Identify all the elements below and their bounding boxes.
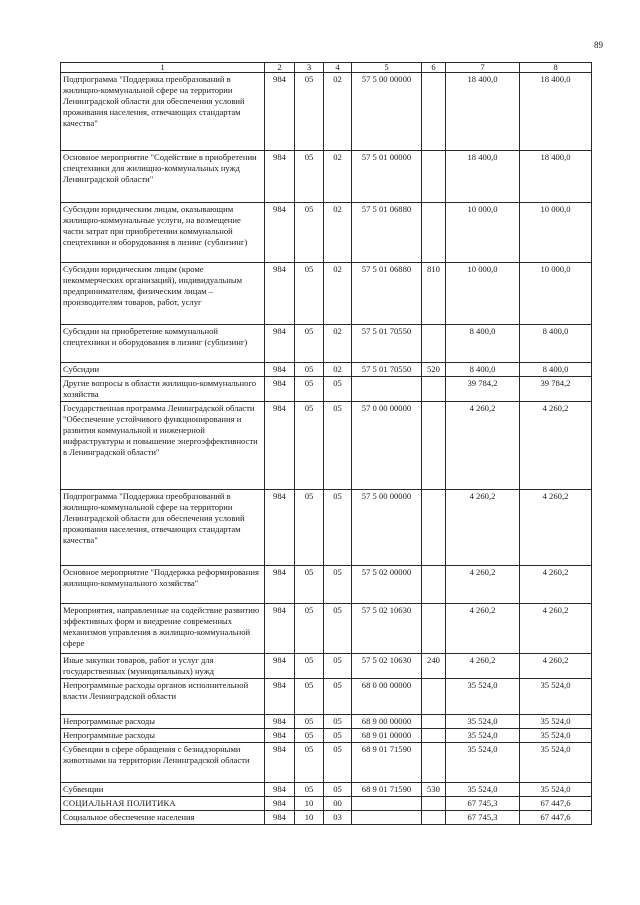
amount-cell-1: 8 400,0 [446, 363, 520, 377]
ministry-code-cell: 984 [265, 797, 295, 811]
amount-cell-1: 35 524,0 [446, 783, 520, 797]
ministry-code-cell: 984 [265, 402, 295, 490]
amount-cell-2: 67 447,6 [520, 797, 592, 811]
subsection-code-cell: 05 [324, 604, 352, 654]
expense-type-cell [422, 679, 446, 715]
header-cell: 7 [446, 63, 520, 73]
section-code-cell: 05 [295, 490, 324, 566]
amount-cell-1: 4 260,2 [446, 604, 520, 654]
page-number: 89 [594, 40, 603, 50]
target-article-cell: 57 5 00 00000 [352, 490, 422, 566]
row-name-cell: Мероприятия, направленные на содействие развитию эффективных форм и внедрение современных механизмов управления в жилищно-коммунальной сфере [61, 604, 265, 654]
amount-cell-2: 4 260,2 [520, 654, 592, 679]
table-row [61, 604, 592, 654]
subsection-code-cell: 03 [324, 811, 352, 825]
amount-cell-1: 67 745,3 [446, 797, 520, 811]
target-article-cell: 68 9 00 00000 [352, 715, 422, 729]
amount-cell-2: 10 000,0 [520, 203, 592, 263]
expense-type-cell [422, 402, 446, 490]
section-code-cell: 05 [295, 377, 324, 402]
target-article-cell: 57 5 01 06880 [352, 263, 422, 325]
target-article-cell: 68 9 01 71590 [352, 743, 422, 783]
ministry-code-cell: 984 [265, 203, 295, 263]
ministry-code-cell: 984 [265, 73, 295, 151]
table-row [61, 715, 592, 729]
amount-cell-2: 4 260,2 [520, 604, 592, 654]
header-cell: 2 [265, 63, 295, 73]
header-row [61, 63, 592, 73]
row-name-cell: Государственная программа Ленинградской области "Обеспечение устойчивого функционирования и развития коммунальной и инженерной инфраструктуры и повышение энергоэффективности в Ленинградской области" [61, 402, 265, 490]
ministry-code-cell: 984 [265, 783, 295, 797]
amount-cell-1: 4 260,2 [446, 402, 520, 490]
target-article-cell: 68 9 01 00000 [352, 729, 422, 743]
target-article-cell [352, 811, 422, 825]
expense-type-cell: 530 [422, 783, 446, 797]
expense-type-cell [422, 743, 446, 783]
amount-cell-2: 35 524,0 [520, 679, 592, 715]
subsection-code-cell: 02 [324, 363, 352, 377]
section-code-cell: 05 [295, 402, 324, 490]
expense-type-cell [422, 325, 446, 363]
header-cell: 1 [61, 63, 265, 73]
subsection-code-cell: 00 [324, 797, 352, 811]
row-name-cell: СОЦИАЛЬНАЯ ПОЛИТИКА [61, 797, 265, 811]
row-name-cell: Непрограммные расходы [61, 715, 265, 729]
amount-cell-2: 4 260,2 [520, 490, 592, 566]
section-code-cell: 05 [295, 604, 324, 654]
table-row [61, 811, 592, 825]
subsection-code-cell: 02 [324, 151, 352, 203]
target-article-cell: 57 5 02 00000 [352, 566, 422, 604]
amount-cell-2: 18 400,0 [520, 73, 592, 151]
budget-table [60, 62, 592, 825]
section-code-cell: 05 [295, 654, 324, 679]
row-name-cell: Субвенции в сфере обращения с безнадзорными животными на территории Ленинградской области [61, 743, 265, 783]
row-name-cell: Подпрограмма "Поддержка преобразований в жилищно-коммунальной сфере на территории Ленинградской области для обеспечения условий проживания населения, отвечающих стандартам качества" [61, 490, 265, 566]
ministry-code-cell: 984 [265, 604, 295, 654]
row-name-cell: Иные закупки товаров, работ и услуг для государственных (муниципальных) нужд [61, 654, 265, 679]
subsection-code-cell: 05 [324, 783, 352, 797]
amount-cell-2: 18 400,0 [520, 151, 592, 203]
table-row [61, 377, 592, 402]
subsection-code-cell: 05 [324, 679, 352, 715]
subsection-code-cell: 05 [324, 729, 352, 743]
amount-cell-2: 4 260,2 [520, 402, 592, 490]
amount-cell-1: 10 000,0 [446, 203, 520, 263]
ministry-code-cell: 984 [265, 743, 295, 783]
section-code-cell: 05 [295, 363, 324, 377]
table-row [61, 402, 592, 490]
header-cell: 8 [520, 63, 592, 73]
section-code-cell: 10 [295, 797, 324, 811]
amount-cell-1: 67 745,3 [446, 811, 520, 825]
row-name-cell: Субсидии [61, 363, 265, 377]
ministry-code-cell: 984 [265, 151, 295, 203]
amount-cell-1: 35 524,0 [446, 715, 520, 729]
row-name-cell: Основное мероприятие "Содействие в приобретении спецтехники для жилищно-коммунальных нужд Ленинградской области" [61, 151, 265, 203]
target-article-cell: 57 5 01 06880 [352, 203, 422, 263]
ministry-code-cell: 984 [265, 811, 295, 825]
amount-cell-2: 67 447,6 [520, 811, 592, 825]
amount-cell-2: 35 524,0 [520, 715, 592, 729]
subsection-code-cell: 05 [324, 743, 352, 783]
expense-type-cell [422, 715, 446, 729]
table-row [61, 490, 592, 566]
row-name-cell: Подпрограмма "Поддержка преобразований в жилищно-коммунальной сфере на территории Ленинградской области для обеспечения условий проживания населения, отвечающих стандартам качества" [61, 73, 265, 151]
table-row [61, 363, 592, 377]
subsection-code-cell: 05 [324, 715, 352, 729]
table-row [61, 203, 592, 263]
row-name-cell: Непрограммные расходы [61, 729, 265, 743]
section-code-cell: 05 [295, 679, 324, 715]
target-article-cell: 57 5 02 10630 [352, 654, 422, 679]
table-row [61, 797, 592, 811]
row-name-cell: Непрограммные расходы органов исполнительной власти Ленинградской области [61, 679, 265, 715]
amount-cell-1: 10 000,0 [446, 263, 520, 325]
section-code-cell: 05 [295, 203, 324, 263]
target-article-cell [352, 377, 422, 402]
expense-type-cell [422, 151, 446, 203]
subsection-code-cell: 05 [324, 402, 352, 490]
amount-cell-1: 4 260,2 [446, 566, 520, 604]
target-article-cell: 68 0 00 00000 [352, 679, 422, 715]
amount-cell-2: 35 524,0 [520, 743, 592, 783]
table-row [61, 729, 592, 743]
ministry-code-cell: 984 [265, 363, 295, 377]
subsection-code-cell: 02 [324, 263, 352, 325]
section-code-cell: 05 [295, 325, 324, 363]
expense-type-cell: 240 [422, 654, 446, 679]
row-name-cell: Субсидии на приобретение коммунальной спецтехники и оборудования в лизинг (сублизинг) [61, 325, 265, 363]
amount-cell-2: 10 000,0 [520, 263, 592, 325]
subsection-code-cell: 05 [324, 566, 352, 604]
expense-type-cell [422, 729, 446, 743]
section-code-cell: 05 [295, 729, 324, 743]
subsection-code-cell: 05 [324, 654, 352, 679]
section-code-cell: 10 [295, 811, 324, 825]
amount-cell-2: 35 524,0 [520, 729, 592, 743]
expense-type-cell [422, 797, 446, 811]
subsection-code-cell: 02 [324, 325, 352, 363]
subsection-code-cell: 05 [324, 490, 352, 566]
header-cell: 5 [352, 63, 422, 73]
table-row [61, 73, 592, 151]
ministry-code-cell: 984 [265, 679, 295, 715]
amount-cell-2: 39 784,2 [520, 377, 592, 402]
target-article-cell [352, 797, 422, 811]
header-cell: 6 [422, 63, 446, 73]
subsection-code-cell: 05 [324, 377, 352, 402]
ministry-code-cell: 984 [265, 654, 295, 679]
amount-cell-1: 35 524,0 [446, 743, 520, 783]
target-article-cell: 57 5 01 70550 [352, 363, 422, 377]
section-code-cell: 05 [295, 151, 324, 203]
target-article-cell: 57 5 02 10630 [352, 604, 422, 654]
expense-type-cell [422, 73, 446, 151]
expense-type-cell: 810 [422, 263, 446, 325]
expense-type-cell [422, 604, 446, 654]
section-code-cell: 05 [295, 566, 324, 604]
amount-cell-1: 8 400,0 [446, 325, 520, 363]
amount-cell-1: 39 784,2 [446, 377, 520, 402]
table-row [61, 783, 592, 797]
table-row [61, 325, 592, 363]
expense-type-cell [422, 566, 446, 604]
amount-cell-2: 8 400,0 [520, 363, 592, 377]
expense-type-cell [422, 490, 446, 566]
table-row [61, 566, 592, 604]
row-name-cell: Другие вопросы в области жилищно-коммунального хозяйства [61, 377, 265, 402]
target-article-cell: 57 5 00 00000 [352, 73, 422, 151]
expense-type-cell [422, 203, 446, 263]
amount-cell-1: 4 260,2 [446, 654, 520, 679]
ministry-code-cell: 984 [265, 566, 295, 604]
subsection-code-cell: 02 [324, 203, 352, 263]
ministry-code-cell: 984 [265, 715, 295, 729]
expense-type-cell: 520 [422, 363, 446, 377]
expense-type-cell [422, 811, 446, 825]
section-code-cell: 05 [295, 715, 324, 729]
row-name-cell: Основное мероприятие "Поддержка реформирования жилищно-коммунального хозяйства" [61, 566, 265, 604]
table-body [61, 63, 592, 825]
row-name-cell: Субсидии юридическим лицам (кроме некоммерческих организаций), индивидуальным предпринимателям, физическим лицам – производителям товаров, работ, услуг [61, 263, 265, 325]
table-row [61, 151, 592, 203]
header-cell: 4 [324, 63, 352, 73]
section-code-cell: 05 [295, 263, 324, 325]
table-row [61, 654, 592, 679]
ministry-code-cell: 984 [265, 377, 295, 402]
amount-cell-1: 18 400,0 [446, 73, 520, 151]
table-row [61, 263, 592, 325]
target-article-cell: 57 0 00 00000 [352, 402, 422, 490]
section-code-cell: 05 [295, 743, 324, 783]
amount-cell-1: 35 524,0 [446, 729, 520, 743]
target-article-cell: 68 9 01 71590 [352, 783, 422, 797]
header-cell: 3 [295, 63, 324, 73]
table-row [61, 743, 592, 783]
expense-type-cell [422, 377, 446, 402]
section-code-cell: 05 [295, 73, 324, 151]
ministry-code-cell: 984 [265, 490, 295, 566]
amount-cell-2: 35 524,0 [520, 783, 592, 797]
ministry-code-cell: 984 [265, 325, 295, 363]
amount-cell-1: 18 400,0 [446, 151, 520, 203]
ministry-code-cell: 984 [265, 263, 295, 325]
amount-cell-2: 4 260,2 [520, 566, 592, 604]
row-name-cell: Субвенции [61, 783, 265, 797]
row-name-cell: Социальное обеспечение населения [61, 811, 265, 825]
table-row [61, 679, 592, 715]
subsection-code-cell: 02 [324, 73, 352, 151]
row-name-cell: Субсидии юридическим лицам, оказывающим жилищно-коммунальные услуги, на возмещение части затрат при приобретении коммунальной спецтехники и оборудования в лизинг (сублизинг) [61, 203, 265, 263]
amount-cell-1: 35 524,0 [446, 679, 520, 715]
section-code-cell: 05 [295, 783, 324, 797]
target-article-cell: 57 5 01 00000 [352, 151, 422, 203]
ministry-code-cell: 984 [265, 729, 295, 743]
amount-cell-2: 8 400,0 [520, 325, 592, 363]
target-article-cell: 57 5 01 70550 [352, 325, 422, 363]
amount-cell-1: 4 260,2 [446, 490, 520, 566]
